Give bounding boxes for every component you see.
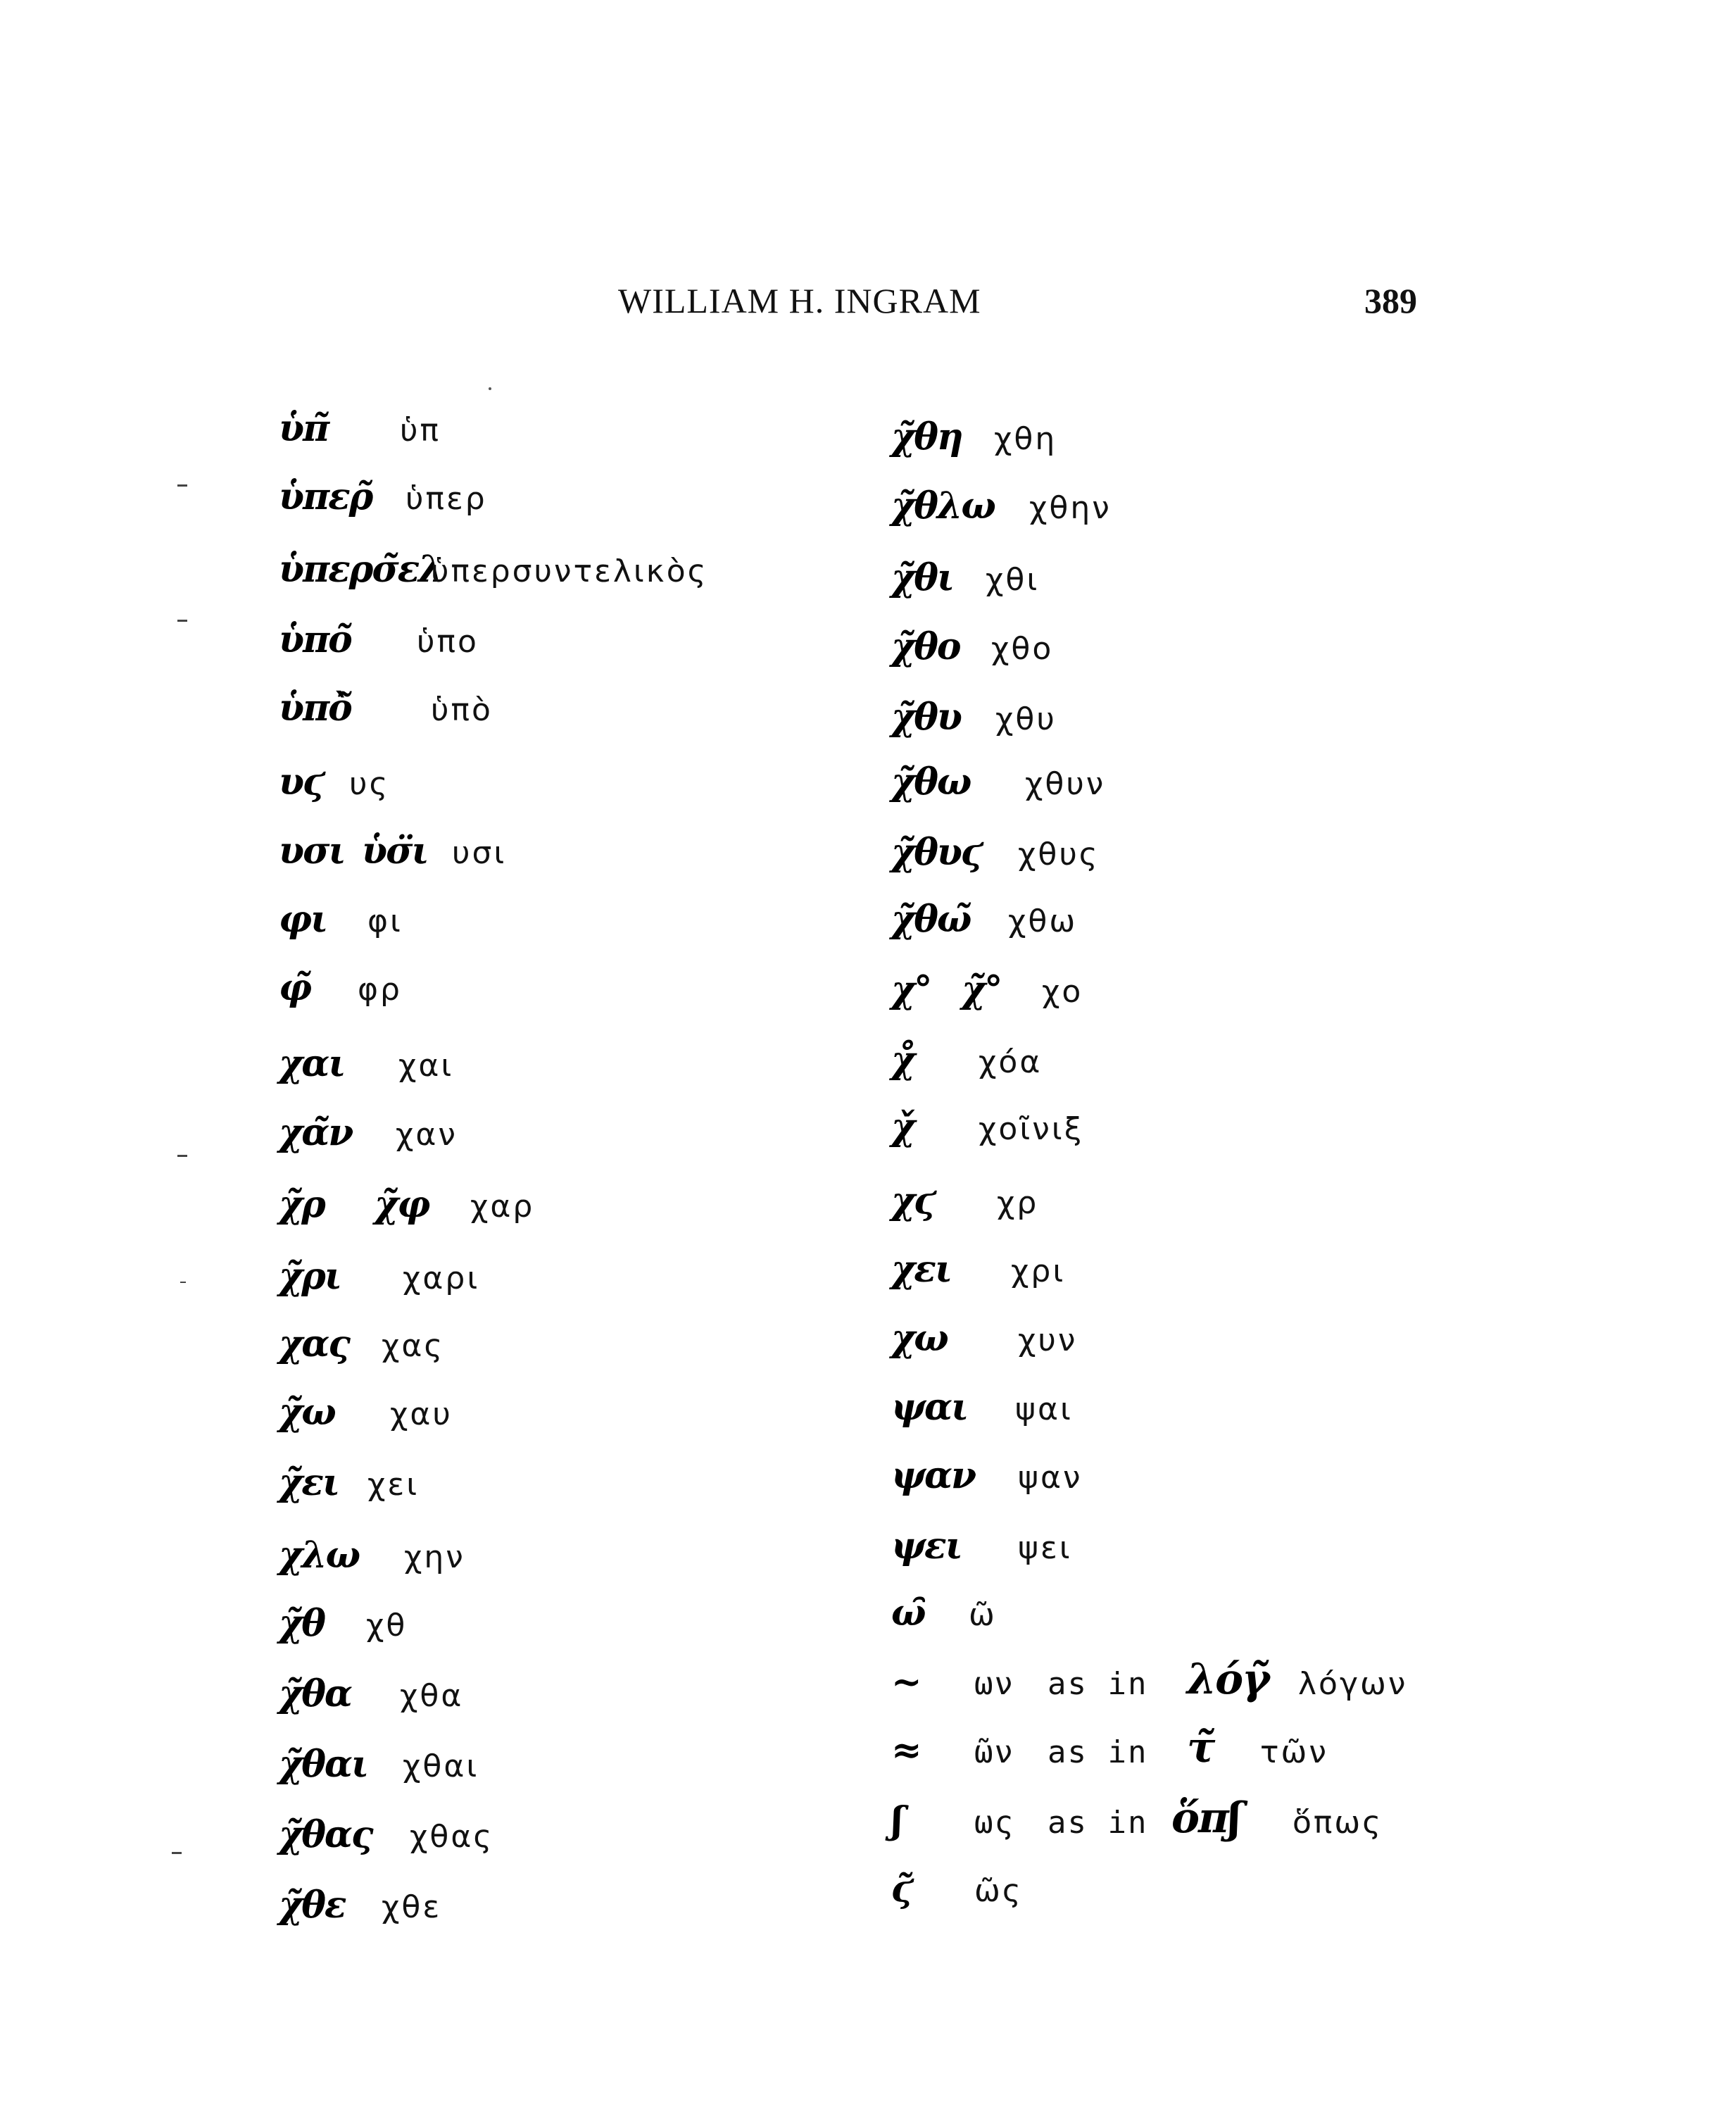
abbreviation-glyph: υσι xyxy=(279,830,345,872)
abbreviation-glyph: ὑπ̃ xyxy=(279,407,329,450)
abbreviation-glyph: χ̃θι xyxy=(891,556,954,599)
example-expansion: λόγων xyxy=(1298,1666,1408,1702)
expansion-text: χθ xyxy=(366,1608,408,1644)
abbreviation-glyph: φ̃ xyxy=(279,966,311,1009)
expansion-text: ῶ xyxy=(969,1597,997,1633)
abbreviation-glyph: χα̃ν xyxy=(279,1111,353,1154)
expansion-text: ὑπὸ xyxy=(431,692,493,728)
as-in-label: as in xyxy=(1048,1734,1148,1770)
expansion-text: χθι xyxy=(986,562,1040,598)
abbreviation-glyph: χ̃θ xyxy=(279,1602,325,1645)
abbreviation-glyph: χ̃θο xyxy=(891,625,960,668)
abbreviation-glyph: χ̃θω xyxy=(891,760,971,803)
expansion-text: φρ xyxy=(358,972,402,1008)
example-glyph: ὅπʃ xyxy=(1171,1793,1240,1843)
expansion-text: χθε xyxy=(382,1889,442,1925)
abbreviation-glyph: ὑπερσ̃ελ xyxy=(279,548,443,591)
abbreviation-glyph: χ̃ω xyxy=(279,1391,335,1434)
expansion-text: χρ xyxy=(997,1185,1039,1221)
abbreviation-glyph: ʃ xyxy=(891,1799,902,1842)
expansion-text: χρι xyxy=(1011,1253,1066,1289)
stray-dot xyxy=(489,387,491,390)
abbreviation-glyph: χ̃θη xyxy=(891,415,962,458)
abbreviation-glyph: ϛ̃ xyxy=(891,1867,912,1910)
abbreviation-glyph: χ̃θε xyxy=(279,1884,346,1927)
abbreviation-glyph: χϛ xyxy=(891,1179,935,1222)
expansion-text: χαυ xyxy=(390,1396,453,1432)
abbreviation-glyph: χ̃θας xyxy=(279,1813,372,1856)
expansion-text: χθα xyxy=(400,1678,464,1714)
abbreviation-glyph-variant: χ̃φ xyxy=(375,1183,429,1226)
abbreviation-glyph: χ̃θλω xyxy=(891,484,995,527)
expansion-text: υσι xyxy=(452,835,507,871)
abbreviation-glyph: χ̃ει xyxy=(279,1461,339,1504)
abbreviation-glyph: ὑπὸ̃ xyxy=(279,687,351,730)
expansion-text: ψει xyxy=(1018,1530,1072,1566)
example-expansion: ὅπως xyxy=(1292,1805,1383,1841)
abbreviation-glyph: χω xyxy=(891,1317,948,1360)
expansion-text: χαν xyxy=(396,1117,458,1153)
running-author: WILLIAM H. INGRAM xyxy=(618,281,981,320)
expansion-text: χθο xyxy=(991,631,1054,667)
expansion-text: ὑπ xyxy=(400,413,441,449)
expansion-text: χαρ xyxy=(470,1189,535,1225)
abbreviation-glyph: ψαν xyxy=(891,1454,976,1497)
abbreviation-glyph: χ° xyxy=(891,968,931,1011)
abbreviation-glyph: χας xyxy=(279,1322,349,1365)
expansion-text: χο xyxy=(1042,974,1083,1010)
expansion-text: χθη xyxy=(994,421,1057,457)
expansion-text: χόα xyxy=(979,1044,1043,1080)
expansion-text: ὑπο xyxy=(417,624,479,660)
expansion-text: χην xyxy=(404,1539,465,1575)
expansion-text: χαι xyxy=(398,1048,454,1084)
abbreviation-glyph: χαι xyxy=(279,1042,345,1085)
expansion-text: χθας xyxy=(410,1819,494,1855)
expansion-text: χοῖνιξ xyxy=(979,1111,1084,1147)
abbreviation-glyph: χ̃θυ xyxy=(891,696,961,739)
expansion-text: ὑπερ xyxy=(405,481,487,517)
expansion-text: χθυν xyxy=(1025,766,1106,802)
as-in-label: as in xyxy=(1048,1666,1148,1702)
abbreviation-glyph: χ̌ xyxy=(891,1106,914,1148)
abbreviation-glyph: ὑπερ̃ xyxy=(279,475,372,518)
abbreviation-glyph: ὑπο̃ xyxy=(279,618,351,661)
abbreviation-glyph: χ̃θαι xyxy=(279,1743,368,1786)
example-glyph: τ̃ xyxy=(1187,1723,1214,1772)
abbreviation-glyph: χ̃θω̃ xyxy=(891,898,971,941)
example-glyph: λόγ̃ xyxy=(1187,1655,1269,1704)
expansion-text: ως xyxy=(974,1805,1014,1841)
expansion-text: ῶς xyxy=(974,1873,1023,1909)
expansion-text: ὑπερσυντελικὸς xyxy=(431,553,708,589)
expansion-text: υς xyxy=(349,766,390,802)
expansion-text: χαρι xyxy=(403,1260,480,1296)
abbreviation-glyph: υϛ xyxy=(279,760,324,803)
margin-mark xyxy=(172,1852,182,1854)
expansion-text: φι xyxy=(367,903,403,939)
expansion-text: ψαι xyxy=(1015,1391,1073,1427)
expansion-text: ῶν xyxy=(974,1734,1014,1770)
expansion-text: χθην xyxy=(1029,490,1112,526)
page-number: 389 xyxy=(1364,281,1417,320)
expansion-text: χει xyxy=(367,1467,420,1503)
expansion-text: χθυ xyxy=(995,701,1057,737)
example-expansion: τῶν xyxy=(1260,1734,1328,1770)
expansion-text: χθαι xyxy=(403,1748,479,1784)
abbreviation-glyph: ~ xyxy=(891,1660,921,1703)
abbreviation-glyph: χ̃θα xyxy=(279,1672,351,1715)
abbreviation-glyph: φι xyxy=(279,898,327,941)
expansion-text: χας xyxy=(382,1328,445,1364)
margin-mark xyxy=(180,1282,186,1283)
abbreviation-glyph: ≈ xyxy=(891,1729,921,1772)
expansion-text: χθω xyxy=(1008,903,1078,939)
abbreviation-glyph: χ̃ρ xyxy=(279,1183,325,1226)
as-in-label: as in xyxy=(1048,1805,1148,1841)
margin-mark xyxy=(177,484,187,487)
abbreviation-glyph: χ̃θυϛ xyxy=(891,831,982,874)
margin-mark xyxy=(177,620,187,622)
expansion-text: χυν xyxy=(1018,1322,1078,1358)
abbreviation-glyph: χ̃ρι xyxy=(279,1255,341,1298)
expansion-text: χθυς xyxy=(1018,837,1100,872)
abbreviation-glyph: χει xyxy=(891,1248,951,1291)
expansion-text: ων xyxy=(974,1666,1014,1702)
margin-mark xyxy=(177,1155,187,1157)
abbreviation-glyph: χλω xyxy=(279,1534,360,1577)
expansion-text: ψαν xyxy=(1018,1460,1083,1496)
abbreviation-glyph: ψει xyxy=(891,1525,962,1567)
abbreviation-glyph: ω̑ xyxy=(891,1591,925,1634)
abbreviation-glyph: ψαι xyxy=(891,1386,968,1429)
abbreviation-glyph: χ̊ xyxy=(891,1039,914,1082)
abbreviation-glyph-variant: ὑσ̈ι xyxy=(362,830,428,872)
abbreviation-glyph-variant: χ̃° xyxy=(962,968,1002,1011)
